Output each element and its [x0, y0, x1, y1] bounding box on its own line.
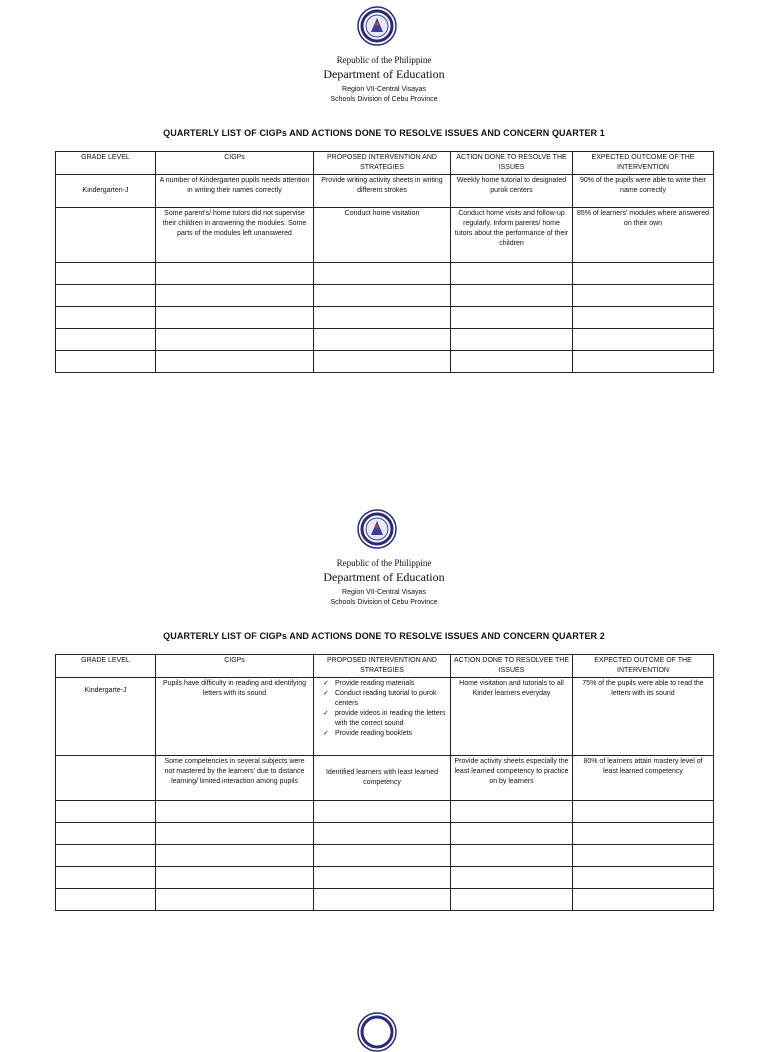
checklist-item: ✓ Provide reading booklets — [335, 729, 447, 739]
action-cell: Provide activity sheets especially the least learned competency to practice on by learners — [451, 756, 573, 801]
strategy-checklist — [317, 679, 447, 739]
checklist-item: ✓ Conduct reading tutorial to purok centers — [335, 689, 447, 709]
empty-row — [56, 263, 714, 285]
action-cell: Weekly home tutorial to designated purok centers — [451, 175, 573, 208]
grade-cell: Kindergarte-J — [56, 678, 156, 756]
deped-seal-icon — [357, 1012, 397, 1052]
empty-row — [56, 823, 714, 845]
region-label: Region VII-Central Visayas — [342, 86, 426, 93]
table-header-row — [56, 655, 714, 678]
col-action: ACTION DONE TO RESOLVEE THE ISSUES — [451, 655, 573, 678]
cigp-cell: Pupils have difficulty in reading and identifying letters with its sound — [156, 678, 314, 756]
division-label: Schools Division of Cebu Province — [330, 96, 438, 103]
cigp-cell: Some parent's/ home tutors did not supervise their children in answering the modules. Some parts of the modules left unanswered — [156, 208, 314, 263]
department-label: Department of Education — [323, 570, 445, 584]
empty-row — [56, 351, 714, 373]
checklist-item: ✓ Provide reading materials — [335, 679, 447, 689]
republic-label: Republic of the Philippine — [336, 558, 432, 568]
empty-row — [56, 329, 714, 351]
empty-row — [56, 889, 714, 911]
empty-row — [56, 867, 714, 889]
col-outcome: EXPECTED OUTCOME OF THE INTERVENTION — [573, 152, 714, 175]
grade-cell — [56, 756, 156, 801]
outcome-cell: 90% of the pupils were able to write their name correctly — [573, 175, 714, 208]
quarter1-title: QUARTERLY LIST OF CIGPs AND ACTIONS DONE TO RESOLVE ISSUES AND CONCERN QUARTER 1 — [163, 128, 605, 138]
empty-row — [56, 285, 714, 307]
checklist-item: ✓ provide videos in reading the letters with the correct sound — [335, 709, 447, 729]
col-strategies: PROPOSED INTERVENTION AND STRATEGIES — [314, 655, 451, 678]
col-cigps: CIGPs — [156, 655, 314, 678]
strategy-cell — [314, 678, 451, 756]
division-label: Schools Division of Cebu Province — [330, 599, 438, 606]
col-grade-level: GRADE LEVEL — [56, 152, 156, 175]
grade-cell — [56, 208, 156, 263]
quarter1-table — [55, 151, 714, 373]
col-cigps: CIGPs — [156, 152, 314, 175]
table-row — [56, 175, 714, 208]
strategy-cell: Provide writing activity sheets in writing different strokes — [314, 175, 451, 208]
deped-seal-icon — [357, 509, 397, 549]
table-row — [56, 208, 714, 263]
outcome-cell: 75% of the pupils were able to read the letters with its sound — [573, 678, 714, 756]
strategy-cell: Conduct home visitation — [314, 208, 451, 263]
table-row — [56, 678, 714, 756]
table-row — [56, 756, 714, 801]
cigp-cell: Some competencies in several subjects were not mastered by the learners' due to distance learning/ limited interaction among pupils — [156, 756, 314, 801]
empty-row — [56, 307, 714, 329]
col-strategies: PROPOSED INTERVENTION AND STRATEGIES — [314, 152, 451, 175]
quarter2-title: QUARTERLY LIST OF CIGPs AND ACTIONS DONE TO RESOLVE ISSUES AND CONCERN QUARTER 2 — [163, 631, 605, 641]
empty-row — [56, 801, 714, 823]
outcome-cell: 80% of learners attain mastery level of least learned competency — [573, 756, 714, 801]
action-cell: Conduct home visits and follow-up regularly. Inform parents/ home tutors about the performance of their children — [451, 208, 573, 263]
empty-row — [56, 845, 714, 867]
republic-label: Republic of the Philippine — [336, 55, 432, 65]
col-action: ACTION DONE TO RESOLVE THE ISSUES — [451, 152, 573, 175]
outcome-cell: 85% of learners' modules where answered on their own — [573, 208, 714, 263]
grade-cell: Kindergarten-J — [56, 175, 156, 208]
cigp-cell: A number of Kindergarten pupils needs attention in writing their names correctly — [156, 175, 314, 208]
region-label: Region VII-Central Visayas — [342, 589, 426, 596]
deped-seal-icon — [357, 6, 397, 46]
quarter2-table — [55, 654, 714, 911]
department-label: Department of Education — [323, 67, 445, 81]
action-cell: Home visitation and tutorials to all Kinder learners everyday — [451, 678, 573, 756]
table-header-row — [56, 152, 714, 175]
col-grade-level: GRADE LEVEL — [56, 655, 156, 678]
strategy-cell: Identified learners with least learned competency — [314, 756, 451, 801]
col-outcome: EXPECTED OUTCME OF THE INTERVENTION — [573, 655, 714, 678]
